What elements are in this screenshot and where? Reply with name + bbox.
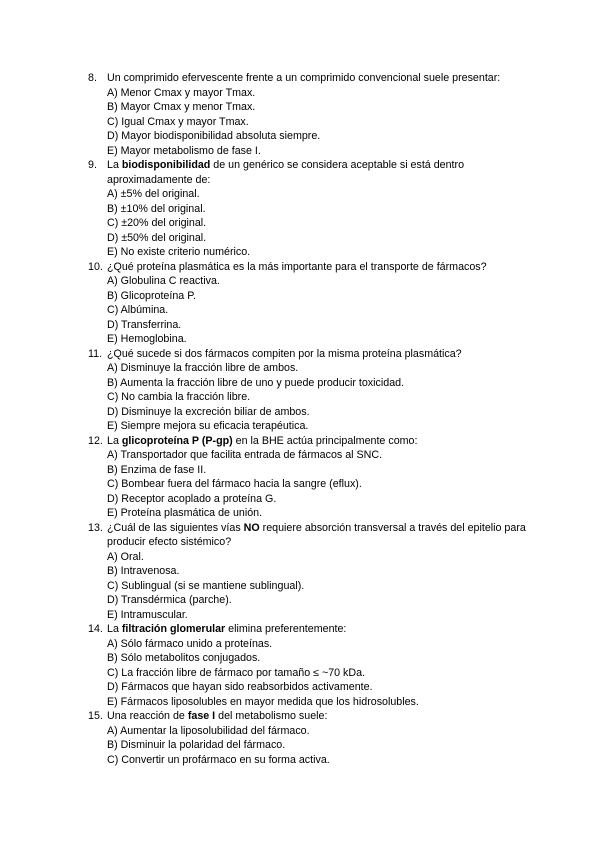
- option-e: E) No existe criterio numérico.: [107, 246, 251, 258]
- question-number: 14.: [88, 623, 103, 635]
- option-a: A) Globulina C reactiva.: [107, 275, 220, 287]
- option-a: A) ±5% del original.: [107, 188, 200, 200]
- option-c: C) ±20% del original.: [107, 217, 207, 229]
- option-d: D) Disminuye la excreción biliar de ambos.: [107, 405, 310, 418]
- option-e: E) Fármacos liposolubles en mayor medida que los hidrosolubles.: [107, 695, 419, 708]
- question-15: [88, 709, 528, 767]
- question-14: [88, 622, 528, 709]
- question-number: 11.: [88, 347, 103, 360]
- option-b: B) Sólo metabolitos conjugados.: [107, 652, 261, 664]
- option-b: B) Glicoproteína P.: [107, 289, 196, 302]
- option-c: C) Igual Cmax y mayor Tmax.: [107, 115, 249, 128]
- question-text: La filtración glomerular elimina preferentemente:: [107, 623, 347, 635]
- question-text: ¿Cuál de las siguientes vías NO requiere absorción transversal a través del epitelio para producir efecto sistémico?: [107, 521, 526, 548]
- option-b: B) Intravenosa.: [107, 565, 180, 577]
- option-a: A) Aumentar la liposolubilidad del fármaco.: [107, 724, 310, 737]
- question-number: 12.: [88, 434, 103, 447]
- question-number: 15.: [88, 710, 103, 722]
- option-e: E) Mayor metabolismo de fase I.: [107, 144, 261, 157]
- option-c: C) Albúmina.: [107, 304, 169, 316]
- option-d: D) Transferrina.: [107, 318, 182, 331]
- option-a: A) Disminuye la fracción libre de ambos.: [107, 362, 299, 374]
- option-c: C) La fracción libre de fármaco por tamaño ≤ ~70 kDa.: [107, 666, 366, 679]
- option-c: C) No cambia la fracción libre.: [107, 391, 251, 403]
- option-d: D) ±50% del original.: [107, 231, 207, 244]
- option-b: B) Disminuir la polaridad del fármaco.: [107, 739, 286, 751]
- question-text: La biodisponibilidad de un genérico se considera aceptable si está dentro aproximadamente de:: [107, 159, 465, 186]
- option-a: A) Transportador que facilita entrada de fármacos al SNC.: [107, 449, 383, 461]
- question-text: Una reacción de fase I del metabolismo suele:: [107, 710, 328, 722]
- question-text: ¿Qué proteína plasmática es la más importante para el transporte de fármacos?: [107, 260, 487, 273]
- option-e: E) Hemoglobina.: [107, 333, 187, 345]
- option-a: A) Sólo fármaco unido a proteínas.: [107, 637, 273, 650]
- option-c: C) Convertir un profármaco en su forma activa.: [107, 753, 330, 766]
- question-10: [88, 260, 528, 347]
- option-c: C) Sublingual (si se mantiene sublingual).: [107, 579, 305, 592]
- question-12: [88, 434, 528, 521]
- question-list: [88, 71, 528, 767]
- question-9: [88, 158, 528, 260]
- question-11: [88, 347, 528, 434]
- option-c: C) Bombear fuera del fármaco hacia la sangre (eflux).: [107, 478, 362, 490]
- option-b: B) Mayor Cmax y menor Tmax.: [107, 101, 256, 113]
- question-number: 10.: [88, 260, 103, 273]
- option-b: B) Enzima de fase II.: [107, 463, 207, 476]
- question-number: 13.: [88, 521, 103, 534]
- question-text: La glicoproteína P (P-gp) en la BHE actúa principalmente como:: [107, 434, 418, 447]
- option-d: D) Receptor acoplado a proteína G.: [107, 492, 277, 505]
- option-a: A) Menor Cmax y mayor Tmax.: [107, 86, 256, 99]
- option-e: E) Proteína plasmática de unión.: [107, 507, 263, 519]
- option-e: E) Intramuscular.: [107, 608, 188, 621]
- question-13: [88, 521, 528, 623]
- question-number: 9.: [88, 159, 97, 171]
- question-number: 8.: [88, 72, 97, 84]
- option-e: E) Siempre mejora su eficacia terapéutica.: [107, 420, 309, 432]
- option-b: B) ±10% del original.: [107, 202, 206, 215]
- option-b: B) Aumenta la fracción libre de uno y puede producir toxicidad.: [107, 376, 405, 389]
- question-text: Un comprimido efervescente frente a un comprimido convencional suele presentar:: [107, 72, 501, 84]
- question-text: ¿Qué sucede si dos fármacos compiten por la misma proteína plasmática?: [107, 347, 462, 360]
- option-d: D) Mayor biodisponibilidad absoluta siempre.: [107, 130, 321, 142]
- question-8: [88, 71, 528, 158]
- option-d: D) Fármacos que hayan sido reabsorbidos activamente.: [107, 681, 373, 693]
- option-d: D) Transdérmica (parche).: [107, 594, 232, 606]
- option-a: A) Oral.: [107, 550, 144, 563]
